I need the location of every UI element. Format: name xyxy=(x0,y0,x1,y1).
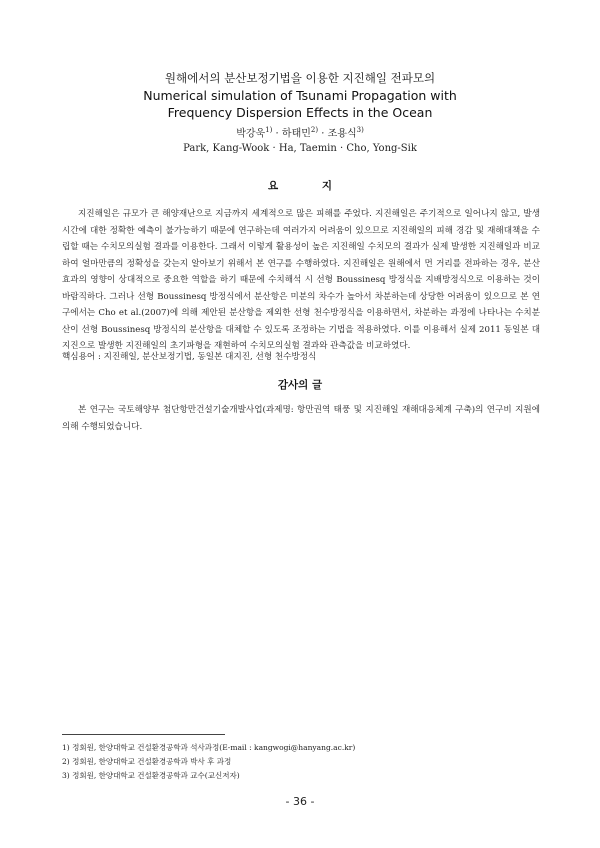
abstract-heading: 요 지 xyxy=(268,180,352,192)
authors-block xyxy=(0,123,600,156)
footnote-divider xyxy=(62,734,225,735)
footnote-item: 3) 정회원, 한양대학교 건설환경공학과 교수(교신저자) xyxy=(62,771,240,780)
author-footnote-marker: 3) xyxy=(356,126,364,134)
author-footnote-marker: 1) xyxy=(265,126,273,134)
title-block xyxy=(0,70,600,121)
author-name: 박강욱 xyxy=(236,128,266,140)
author-name: 조용식 xyxy=(327,128,357,140)
author-separator: · xyxy=(318,128,328,140)
author-separator: · xyxy=(272,128,282,140)
page-number: - 36 - xyxy=(285,795,315,808)
footnote-item: 1) 정회원, 한양대학교 건설환경공학과 석사과정(E-mail : kangwogi@hanyang.ac.kr) xyxy=(62,743,356,752)
title-korean: 원해에서의 분산보정기법을 이용한 지진해일 전파모의 xyxy=(164,71,436,85)
title-english-line2: Frequency Dispersion Effects in the Ocean xyxy=(167,105,433,120)
acknowledgement-body: 본 연구는 국토해양부 첨단항만건설기술개발사업(과제명: 항만권역 태풍 및 지진해일 재해대응체계 구축)의 연구비 지원에 의해 수행되었습니다. xyxy=(62,405,540,432)
keywords: 핵심용어 : 지진해일, 분산보정기법, 동일본 대지진, 선형 천수방정식 xyxy=(62,352,317,362)
footnote-item: 2) 정회원, 한양대학교 건설환경공학과 박사 후 과정 xyxy=(62,757,232,766)
footnotes xyxy=(62,741,540,783)
authors-english: Park, Kang-Wook · Ha, Taemin · Cho, Yong-Sik xyxy=(183,143,417,155)
title-english-line1: Numerical simulation of Tsunami Propagation with xyxy=(143,88,457,103)
author-name: 하태민 xyxy=(281,128,311,140)
abstract-body: 지진해일은 규모가 큰 해양재난으로 지금까지 세계적으로 많은 피해를 주었다. 지진해일은 주기적으로 일어나지 않고, 발생시간에 대한 정확한 예측이 불가능하기 때문에 연구하는데 여러가지 어려움이 있으므로 지진해일의 피해 경감 및 재해대책을 수립할 때는 수치모의실험 결과를 이용한다. 그래서 이렇게 활용성이 높은 지진해일 수치모의 결과가 실제 발생한 지진해일과 비교하여 얼마만큼의 정확성을 갖는지 알아보기 위해서 본 연구를 수행하였다. 지진해일은 원해에서 먼 거리를 전파하는 경우, 분산효과의 영향이 상대적으로 중요한 역할을 하기 때문에 수치해석 시 선형 Boussinesq 방정식을 지배방정식으로 이용하는 것이 바람직하다. 그러나 선형 Boussinesq 방정식에서 분산항은 미분의 차수가 높아서 차분하는데 상당한 어려움이 있으므로 본 연구에서는 Cho et al.(2007)에 의해 제안된 분산항을 제외한 선형 천수방정식을 이용하면서, 차분하는 과정에 나타나는 수치분산이 선형 Boussinesq 방정식의 분산항을 대체할 수 있도록 조정하는 기법을 적용하였다. 이를 이용해서 실제 2011 동일본 대지진으로 발생한 지진해일의 초기파형을 재현하여 수치모의실험 결과와 관측값을 비교하였다. xyxy=(62,209,540,351)
authors-korean xyxy=(0,123,600,141)
author-footnote-marker: 2) xyxy=(310,126,319,134)
acknowledgement-heading: 감사의 글 xyxy=(277,379,323,391)
